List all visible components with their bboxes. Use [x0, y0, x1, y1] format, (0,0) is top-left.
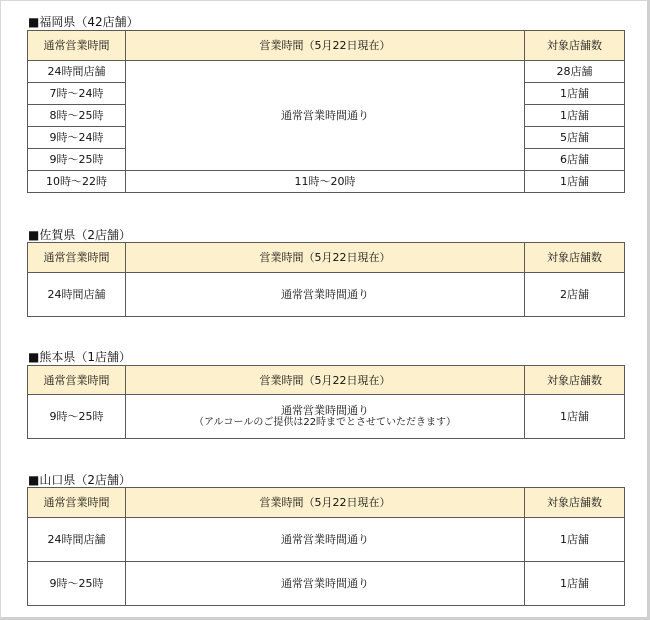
table-header-row — [28, 488, 625, 518]
cell-business-hours-merged: 通常営業時間通り — [126, 61, 525, 171]
table-header-row — [28, 243, 625, 273]
cell-business-hours: 通常営業時間通り — [126, 562, 525, 606]
cell-regular-hours: 24時間店舗 — [28, 273, 126, 317]
section-title-saga: ■佐賀県（2店舗） — [28, 228, 131, 242]
cell-business-hours — [126, 395, 525, 439]
table-row — [28, 171, 625, 193]
cell-regular-hours: 7時～24時 — [28, 83, 126, 105]
header-regular-hours: 通常営業時間 — [28, 366, 126, 395]
header-regular-hours: 通常営業時間 — [28, 243, 126, 273]
table-header-row — [28, 366, 625, 395]
cell-business-hours: 通常営業時間通り — [126, 518, 525, 562]
table-fukuoka — [27, 30, 625, 193]
cell-store-count: 1店舗 — [525, 395, 625, 439]
cell-store-count: 1店舗 — [525, 83, 625, 105]
header-store-count: 対象店舗数 — [525, 31, 625, 61]
cell-store-count: 1店舗 — [525, 562, 625, 606]
cell-regular-hours: 24時間店舗 — [28, 61, 126, 83]
cell-store-count: 28店舗 — [525, 61, 625, 83]
header-regular-hours: 通常営業時間 — [28, 31, 126, 61]
table-kumamoto — [27, 365, 625, 439]
cell-store-count: 1店舗 — [525, 105, 625, 127]
cell-store-count: 1店舗 — [525, 518, 625, 562]
cell-store-count: 6店舗 — [525, 149, 625, 171]
business-hours-text: 通常営業時間通り — [281, 404, 369, 417]
table-row — [28, 518, 625, 562]
cell-regular-hours: 8時～25時 — [28, 105, 126, 127]
section-title-fukuoka: ■福岡県（42店舗） — [28, 15, 139, 29]
header-store-count: 対象店舗数 — [525, 243, 625, 273]
cell-regular-hours: 10時～22時 — [28, 171, 126, 193]
cell-business-hours: 11時～20時 — [126, 171, 525, 193]
header-business-hours: 営業時間（5月22日現在） — [126, 488, 525, 518]
table-row — [28, 61, 625, 83]
table-header-row — [28, 31, 625, 61]
cell-store-count: 5店舗 — [525, 127, 625, 149]
table-row — [28, 395, 625, 439]
table-yamaguchi — [27, 487, 625, 606]
table-row — [28, 562, 625, 606]
alcohol-note: （アルコールのご提供は22時までとさせていただきます） — [193, 417, 457, 428]
cell-regular-hours: 24時間店舗 — [28, 518, 126, 562]
header-business-hours: 営業時間（5月22日現在） — [126, 366, 525, 395]
cell-regular-hours: 9時～25時 — [28, 149, 126, 171]
header-business-hours: 営業時間（5月22日現在） — [126, 243, 525, 273]
header-regular-hours: 通常営業時間 — [28, 488, 126, 518]
section-title-yamaguchi: ■山口県（2店舗） — [28, 473, 131, 487]
section-title-kumamoto: ■熊本県（1店舗） — [28, 350, 131, 364]
cell-store-count: 1店舗 — [525, 171, 625, 193]
cell-business-hours: 通常営業時間通り — [126, 273, 525, 317]
table-row — [28, 273, 625, 317]
header-store-count: 対象店舗数 — [525, 488, 625, 518]
cell-store-count: 2店舗 — [525, 273, 625, 317]
table-saga — [27, 242, 625, 317]
header-store-count: 対象店舗数 — [525, 366, 625, 395]
cell-regular-hours: 9時～25時 — [28, 395, 126, 439]
cell-regular-hours: 9時～25時 — [28, 562, 126, 606]
header-business-hours: 営業時間（5月22日現在） — [126, 31, 525, 61]
cell-regular-hours: 9時～24時 — [28, 127, 126, 149]
